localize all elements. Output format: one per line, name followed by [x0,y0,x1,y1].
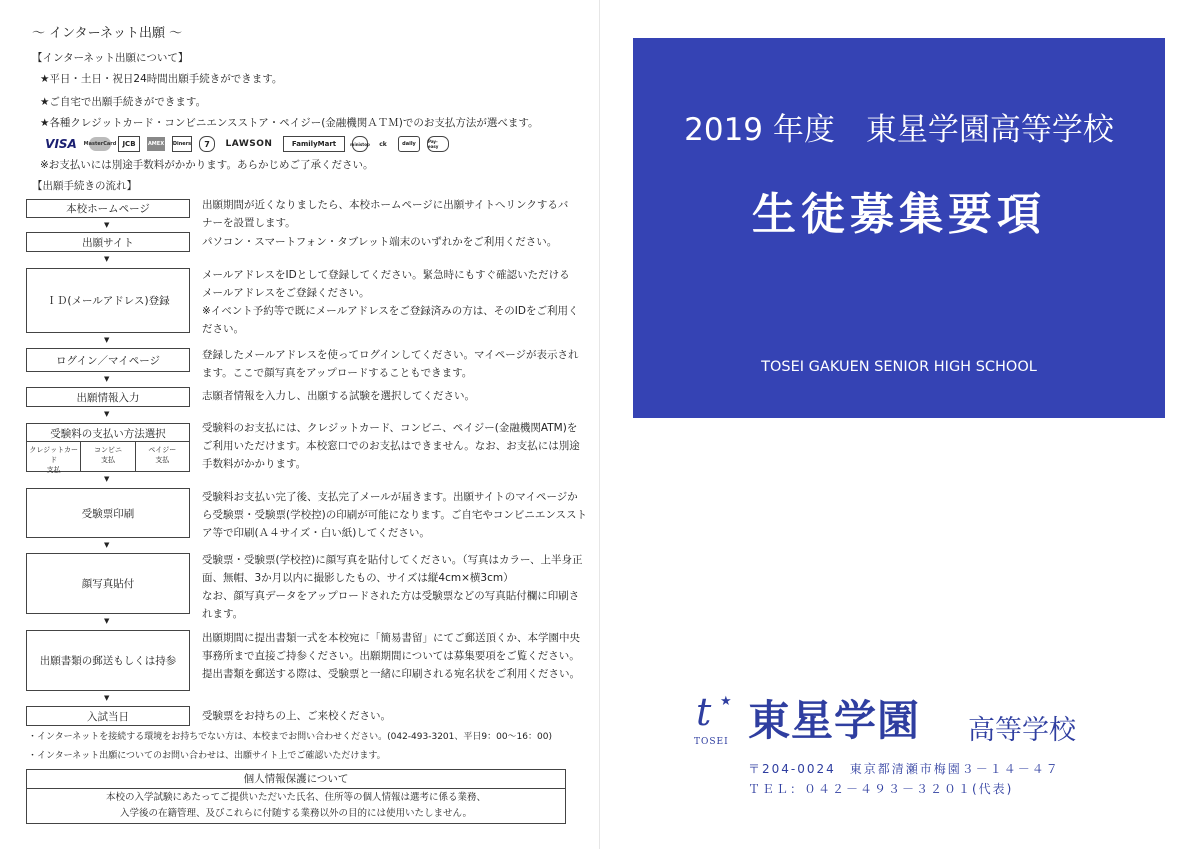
step-id-registration-desc: メールアドレスをIDとして登録してください。緊急時にもすぐ確認いただける メールアドレスをご登録ください。 ※イベント予約等で既にメールアドレスをご登録済みの方は、そのIDをご利用く ださい。 [202,269,579,335]
flow-arrow: ▼ [104,255,110,263]
bullet-3: ★各種クレジットカード・コンビニエンスストア・ペイジー(金融機関ＡＴＭ)でのお支払方法が選べます。 [40,117,539,129]
year-title: 2019 年度 東星学園高等学校 [684,112,1114,148]
section-title: ～ インターネット出願 ～ [32,26,183,41]
school-logo-mark [694,692,734,752]
logo-t-glyph: t [696,690,712,734]
payment-options [27,441,189,472]
privacy-box [26,769,566,824]
flow-arrow: ▼ [104,410,110,418]
lawson-logo: LAWSON [225,139,273,149]
step-application-info-desc: 志願者情報を入力し、出願する試験を選択してください。 [202,390,475,402]
payment-logos [40,136,449,152]
step-payment-method-desc: 受験料のお支払には、クレジットカード、コンビニ、ペイジー(金融機関ATM)を ご利用いただけます。本校窓口でのお支払はできません。なお、お支払には別途 手数料がかかります。 [202,422,580,470]
step-homepage: 本校ホームページ [26,199,190,218]
step-submit-documents-desc: 出願期間に提出書類一式を本校宛に「簡易書留」にてご郵送頂くか、本学園中央 事務所まで直接ご持参ください。出願期間については募集要項をご覧ください。 提出書類を郵送する際は、受験票と一緒に印刷される宛名状をご利用ください。 [202,632,580,680]
footnote-2: ・インターネット出願についてのお問い合わせは、出願サイト上でご確認いただけます。 [28,751,386,761]
step-ticket-print: 受験票印刷 [26,488,190,538]
step-submit-documents: 出願書類の郵送もしくは持参 [26,630,190,691]
step-login-mypage-desc: 登録したメールアドレスを使ってログインしてください。マイページが表示され ます。ここで顔写真をアップロードすることもできます。 [202,349,579,379]
step-ticket-print-desc: 受験料お支払い完了後、支払完了メールが届きます。出願サイトのマイページか ら受験票・受験票(学校控)の印刷が可能になります。ご自宅やコンビニエンススト ア等で印刷(Ａ４サイズ・白い紙)してください。 [202,491,588,539]
flow-arrow: ▼ [104,336,110,344]
main-title: 生徒募集要項 [752,189,1046,240]
about-heading: 【インターネット出願について】 [32,52,189,64]
step-payment-method [26,423,190,472]
school-name-small: 高等学校 [968,715,1076,746]
cover-panel [633,38,1165,418]
payeasy-logo: Pay-easy [427,136,449,152]
school-address: 〒204-0024 東京都清瀬市梅園３－１４－４７ [748,762,1060,776]
flow-arrow: ▼ [104,221,110,229]
flow-heading: 【出願手続きの流れ】 [32,180,137,192]
familymart-logo: FamilyMart [283,136,345,152]
bullet-2: ★ご自宅で出願手続きができます。 [40,96,207,108]
bullet-1: ★平日・土日・祝日24時間出願手続きができます。 [40,73,283,85]
privacy-text: 本校の入学試験にあたってご提供いただいた氏名、住所等の個人情報は選考に係る業務、 入学後の在籍管理、及びこれらに付随する業務以外の目的には使用いたしません。 [105,792,486,819]
step-photo-attach-desc: 受験票・受験票(学校控)に顔写真を貼付してください。（写真はカラー、上半身正 面、無帽、3か月以内に撮影したもの、サイズは縦4cm×横3cm） なお、顔写真データをアップロードされた方は受験票などの写真貼付欄に印刷さ れます。 [202,554,583,620]
flow-arrow: ▼ [104,375,110,383]
step-exam-day-desc: 受験票をお持ちの上、ご来校ください。 [202,710,391,722]
step-application-info: 出願情報入力 [26,387,190,407]
jcb-logo: JCB [118,136,140,152]
step-login-mypage: ログイン／マイページ [26,348,190,372]
flow-arrow: ▼ [104,541,110,549]
flow-arrow: ▼ [104,475,110,483]
logo-sub: TOSEI [694,737,729,747]
visa-logo: VISA [45,137,77,151]
flow-arrow: ▼ [104,694,110,702]
seven-eleven-logo: 7 [199,136,215,152]
flow-arrow: ▼ [104,617,110,625]
payment-option-convenience: コンビニ 支払 [81,442,135,472]
school-name-large: 東星学園 [748,696,921,745]
footnote-1: ・インターネットを接続する環境をお持ちでない方は、本校までお問い合わせください。(042-493-3201、平日9：00～16：00) [28,732,552,742]
mastercard-logo: MasterCard [89,137,111,151]
step-application-site-desc: パソコン・スマートフォン・タブレット端末のいずれかをご利用ください。 [202,236,558,248]
privacy-heading: 個人情報保護について [27,770,565,789]
payment-option-credit: クレジットカード 支払 [27,442,81,472]
amex-logo: AMEX [147,137,165,151]
circlek-logo: ck [379,140,387,148]
fee-note: ※お支払いには別途手数料がかかります。あらかじめご了承ください。 [40,159,374,171]
english-school-name: TOSEI GAKUEN SENIOR HIGH SCHOOL [761,359,1037,375]
payment-option-payeasy: ペイジー 支払 [148,446,177,464]
school-tel: ＴＥＬ：０４２－４９３－３２０１(代表) [748,782,1014,796]
star-icon: ★ [720,694,732,709]
step-homepage-desc: 出願期間が近くなりましたら、本校ホームページに出願サイトへリンクするバ ナーを設置します。 [202,199,569,229]
ministop-logo: ministop [352,136,368,152]
step-application-site: 出願サイト [26,232,190,252]
daily-yamazaki-logo: daily [398,136,420,152]
step-exam-day: 入試当日 [26,706,190,726]
fold-line [599,0,600,849]
step-photo-attach: 顔写真貼付 [26,553,190,614]
step-id-registration: ＩＤ(メールアドレス)登録 [26,268,190,333]
payment-method-label: 受験料の支払い方法選択 [50,428,166,440]
diners-logo: Diners [172,136,192,152]
